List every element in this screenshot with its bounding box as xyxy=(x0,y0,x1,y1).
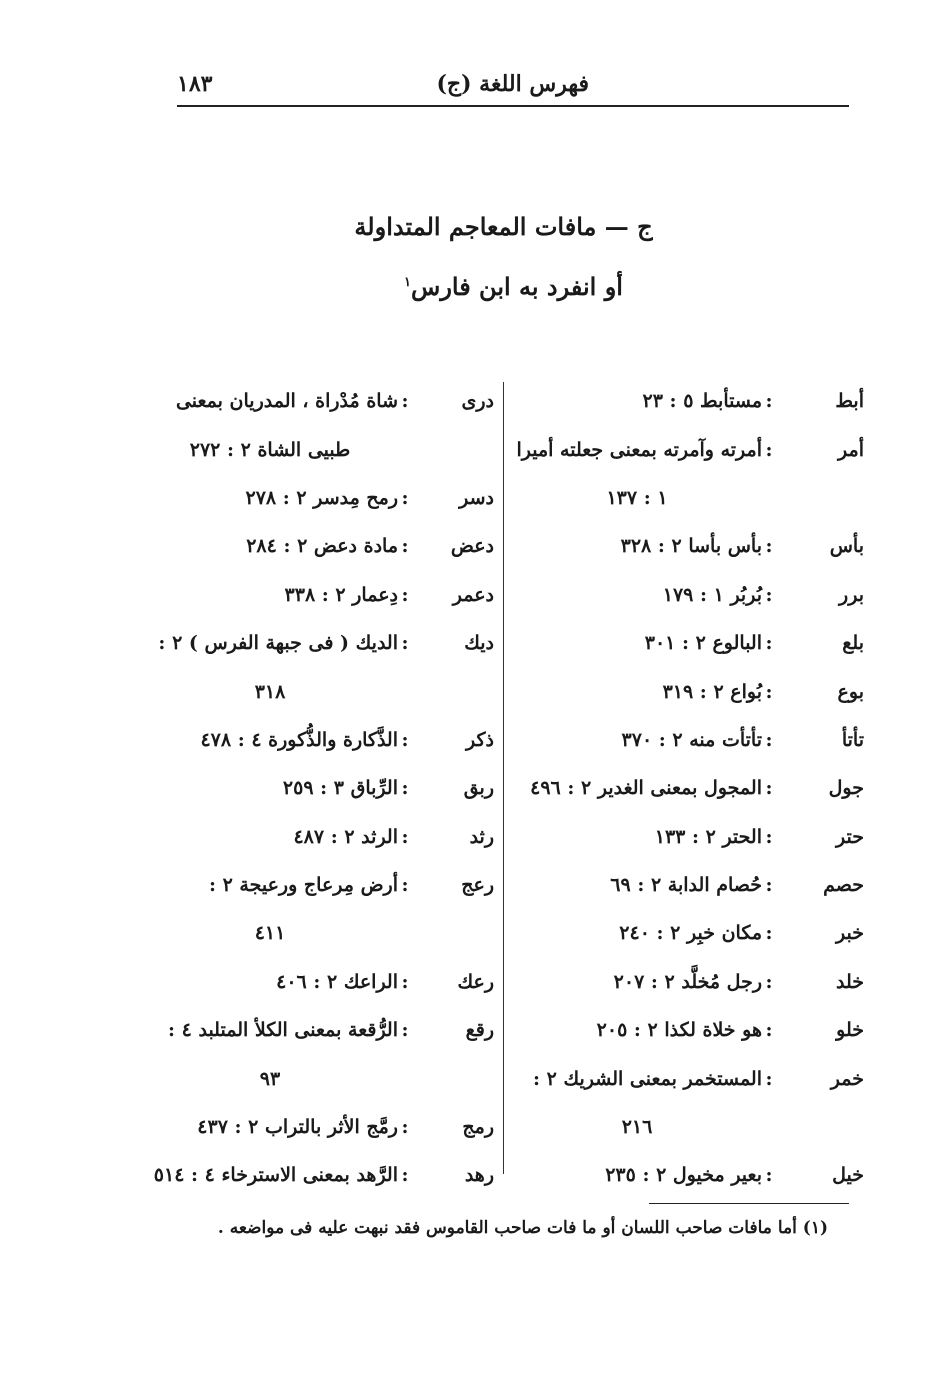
glossary-entry xyxy=(512,1151,864,1199)
glossary-entry xyxy=(512,522,864,570)
entry-separator: : xyxy=(401,777,409,800)
entry-separator: : xyxy=(401,874,409,897)
entry-continuation xyxy=(142,667,494,715)
glossary-entry xyxy=(142,813,494,861)
entry-definition: حُصام الدابة ٢ : ٦٩ xyxy=(610,874,762,897)
entry-root: خبر xyxy=(836,922,864,945)
entry-definition: رمَّج الأثر بالتراب ٢ : ٤٣٧ xyxy=(197,1116,398,1139)
entry-root: أمر xyxy=(838,438,864,461)
glossary-entry xyxy=(142,1151,494,1199)
entry-separator: : xyxy=(401,583,409,606)
entry-root: رثد xyxy=(469,825,494,848)
entry-separator: : xyxy=(401,535,409,558)
page-number: ١٨٣ xyxy=(177,71,213,97)
entry-root: بلع xyxy=(842,632,864,655)
entry-definition: مستأبط ٥ : ٢٣ xyxy=(642,390,762,413)
entry-definition: بأس بأسا ٢ : ٣٢٨ xyxy=(620,535,762,558)
entry-separator: : xyxy=(401,390,409,413)
entry-root: دعض xyxy=(450,535,494,558)
entry-separator: : xyxy=(765,390,773,413)
entry-definition: الرثد ٢ : ٤٨٧ xyxy=(293,825,398,848)
entry-separator: : xyxy=(765,1164,773,1187)
left-column xyxy=(142,377,494,1200)
entry-continuation xyxy=(512,474,864,522)
running-header xyxy=(177,66,849,102)
entry-separator: : xyxy=(765,583,773,606)
entry-continuation xyxy=(142,909,494,957)
entry-separator: : xyxy=(765,825,773,848)
entry-separator: : xyxy=(765,535,773,558)
entry-continuation xyxy=(142,1054,494,1102)
glossary-entry xyxy=(512,716,864,764)
entry-separator: : xyxy=(401,1116,409,1139)
entry-definition: المجول بمعنى الغدير ٢ : ٤٩٦ xyxy=(530,777,762,800)
entry-separator: : xyxy=(765,922,773,945)
entry-separator: : xyxy=(765,874,773,897)
entry-root: خلد xyxy=(835,970,864,993)
entry-root: تأتأ xyxy=(841,728,864,751)
entry-definition: الحتر ٢ : ١٣٣ xyxy=(654,825,762,848)
glossary-entry xyxy=(142,764,494,812)
entry-root: رقع xyxy=(465,1019,494,1042)
glossary-entry xyxy=(142,1103,494,1151)
entry-root: رمج xyxy=(462,1116,494,1139)
entry-definition: الراعك ٢ : ٤٠٦ xyxy=(276,970,398,993)
entry-definition: البالوع ٢ : ٣٠١ xyxy=(644,632,762,655)
glossary-entry xyxy=(512,764,864,812)
entry-definition: بعير مخيول ٢ : ٢٣٥ xyxy=(605,1164,762,1187)
entry-definition: ٩٣ xyxy=(259,1067,281,1090)
footnote xyxy=(217,1218,828,1238)
entry-definition: هو خلاة لكذا ٢ : ٢٠٥ xyxy=(596,1019,762,1042)
entry-separator: : xyxy=(765,728,773,751)
entry-separator: : xyxy=(765,1067,773,1090)
entry-continuation xyxy=(142,425,494,473)
glossary-entry xyxy=(512,619,864,667)
entry-separator: : xyxy=(765,680,773,703)
right-column xyxy=(512,377,864,1200)
entry-separator: : xyxy=(401,1164,409,1187)
entry-definition: أرض مِرعاج ورعيجة ٢ : xyxy=(208,874,398,897)
glossary-entry xyxy=(142,474,494,522)
footnote-number: (١) xyxy=(802,1218,828,1238)
glossary-entry xyxy=(142,958,494,1006)
glossary-entry xyxy=(512,571,864,619)
entry-definition: الديك ( فى جبهة الفرس ) ٢ : xyxy=(158,632,398,655)
entry-root: خيل xyxy=(832,1164,864,1187)
entry-definition: مكان خبِر ٢ : ٢٤٠ xyxy=(619,922,762,945)
glossary-entry xyxy=(142,619,494,667)
entry-definition: تأتأت منه ٢ : ٣٧٠ xyxy=(621,728,762,751)
entry-root: دسر xyxy=(459,486,494,509)
entry-separator: : xyxy=(765,1019,773,1042)
entry-definition: الذَّكارة والذُّكورة ٤ : ٤٧٨ xyxy=(200,728,398,751)
entry-root: رعك xyxy=(457,970,494,993)
entry-definition: رجل مُخلَّد ٢ : ٢٠٧ xyxy=(613,970,762,993)
section-heading: ج — مافات المعاجم المتداولة xyxy=(354,212,653,241)
section-subheading xyxy=(50,272,927,301)
glossary-entry xyxy=(142,861,494,909)
footnote-rule xyxy=(649,1203,849,1204)
glossary-entry xyxy=(512,861,864,909)
entry-definition: طبيى الشاة ٢ : ٢٧٢ xyxy=(189,438,351,461)
column-divider xyxy=(503,382,504,1174)
glossary-entry xyxy=(512,667,864,715)
header-rule xyxy=(177,105,849,107)
entry-root: حصم xyxy=(823,874,864,897)
entry-separator: : xyxy=(765,632,773,655)
glossary-entry xyxy=(142,571,494,619)
entry-definition: الرِّباق ٣ : ٢٥٩ xyxy=(282,777,398,800)
glossary-entry xyxy=(512,1054,864,1102)
entry-definition: الرَّهد بمعنى الاسترخاء ٤ : ٥١٤ xyxy=(153,1164,398,1187)
entry-separator: : xyxy=(401,632,409,655)
entry-continuation xyxy=(512,1103,864,1151)
entry-definition: مادة دعض ٢ : ٢٨٤ xyxy=(246,535,398,558)
footnote-text: أما مافات صاحب اللسان أو ما فات صاحب القاموس فقد نبهت عليه فى مواضعه . xyxy=(217,1218,797,1238)
entry-definition: دِعمار ٢ : ٣٣٨ xyxy=(284,583,398,606)
entry-definition: الرُّقعة بمعنى الكلأ المتلبد ٤ : xyxy=(168,1019,398,1042)
glossary-entry xyxy=(142,377,494,425)
entry-separator: : xyxy=(401,1019,409,1042)
running-title: فهرس اللغة (ج) xyxy=(436,71,589,97)
entry-root: بوع xyxy=(837,680,864,703)
entry-separator: : xyxy=(765,970,773,993)
entry-definition: ٢١٦ xyxy=(621,1116,653,1139)
entry-definition: ٤١١ xyxy=(254,922,286,945)
entry-root: خلو xyxy=(836,1019,864,1042)
entry-root: برر xyxy=(839,583,864,606)
entry-root: رعج xyxy=(461,874,494,897)
entry-definition: بُواع ٢ : ٣١٩ xyxy=(662,680,762,703)
glossary-entry xyxy=(512,1006,864,1054)
glossary-entry xyxy=(142,1006,494,1054)
glossary-entry xyxy=(142,522,494,570)
glossary-entry xyxy=(512,377,864,425)
entry-root: دعمر xyxy=(452,583,494,606)
entry-root: خمر xyxy=(830,1067,864,1090)
glossary-entry xyxy=(512,425,864,473)
entry-root: جول xyxy=(828,777,864,800)
entry-definition: ١ : ١٣٧ xyxy=(606,486,668,509)
entry-separator: : xyxy=(765,438,773,461)
glossary-entry xyxy=(512,813,864,861)
entry-root: ذكر xyxy=(466,728,494,751)
entry-separator: : xyxy=(401,825,409,848)
entry-definition: بُربُر ١ : ١٧٩ xyxy=(662,583,762,606)
entry-definition: أمرته وآمرته بمعنى جعلته أميرا xyxy=(516,438,762,461)
entry-separator: : xyxy=(765,777,773,800)
entry-separator: : xyxy=(401,486,409,509)
entry-definition: شاة مُدْراة ، المدريان بمعنى xyxy=(175,390,398,413)
entry-root: أبط xyxy=(835,390,864,413)
entry-root: درى xyxy=(461,390,494,413)
section-subheading-text: أو انفرد به ابن فارس xyxy=(411,272,623,301)
glossary-entry xyxy=(512,909,864,957)
entry-root: ديك xyxy=(464,632,494,655)
entry-root: ربق xyxy=(463,777,494,800)
entry-root: رهد xyxy=(464,1164,494,1187)
entry-definition: رمح مِدسر ٢ : ٢٧٨ xyxy=(245,486,398,509)
footnote-marker: ١ xyxy=(404,275,412,290)
entry-root: حتر xyxy=(836,825,864,848)
entry-root: بأس xyxy=(829,535,864,558)
entry-separator: : xyxy=(401,728,409,751)
entry-definition: المستخمر بمعنى الشريك ٢ : xyxy=(533,1067,762,1090)
glossary-entry xyxy=(512,958,864,1006)
glossary-entry xyxy=(142,716,494,764)
entry-separator: : xyxy=(401,970,409,993)
entry-definition: ٣١٨ xyxy=(254,680,286,703)
